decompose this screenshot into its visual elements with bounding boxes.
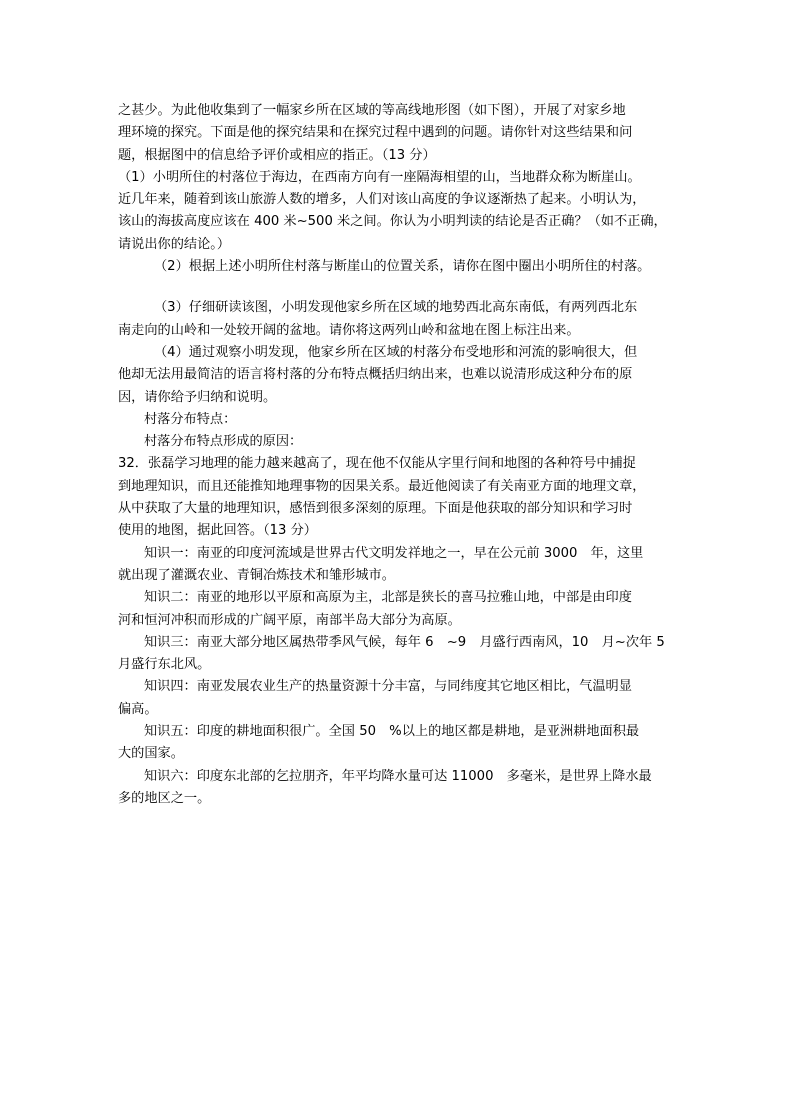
text-line: 多的地区之一。 [118, 790, 211, 806]
text-line: 题，根据图中的信息给予评价或相应的指正。（13 分） [118, 147, 436, 163]
question-3: （3）仔细研读该图，小明发现他家乡所在区域的地势西北高东南低，有两列西北东 [154, 300, 638, 316]
knowledge-4: 知识四：南亚发展农业生产的热量资源十分丰富，与同纬度其它地区相比，气温明显 [144, 679, 632, 695]
question-4: （4）通过观察小明发现，他家乡所在区域的村落分布受地形和河流的影响很大，但 [154, 344, 638, 360]
text-line: 因，请你给予归纳和说明。 [118, 389, 277, 405]
text-line: 到地理知识，而且还能推知地理事物的因果关系。最近他阅读了有关南亚方面的地理文章， [118, 478, 646, 494]
text-line: 大的国家。 [118, 746, 184, 762]
knowledge-5: 知识五：印度的耕地面积很广。全国 50 %以上的地区都是耕地，是亚洲耕地面积最 [144, 724, 640, 740]
text-line: 近几年来，随着到该山旅游人数的增多，人们对该山高度的争议逐渐热了起来。小明认为， [118, 192, 646, 208]
question-32: 32．张磊学习地理的能力越来越高了，现在他不仅能从字里行间和地图的各种符号中捕捉 [118, 456, 636, 472]
knowledge-2: 知识二：南亚的地形以平原和高原为主，北部是狭长的喜马拉雅山地，中部是由印度 [144, 590, 632, 606]
question-2: （2）根据上述小明所住村落与断崖山的位置关系，请你在图中圈出小明所住的村落。 [154, 259, 651, 275]
text-line: 南走向的山岭和一处较开阔的盆地。请你将这两列山岭和盆地在图上标注出来。 [118, 322, 580, 338]
text-line: 请说出你的结论。） [118, 236, 231, 252]
text-line: 使用的地图，据此回答。（13 分） [118, 523, 317, 539]
document-body [118, 100, 688, 810]
knowledge-3: 知识三：南亚大部分地区属热带季风气候，每年 6 ~9 月盛行西南风，10 月~次年 5 [144, 634, 665, 650]
answer-label-distribution: 村落分布特点： [144, 411, 237, 427]
text-line: 之甚少。为此他收集到了一幅家乡所在区域的等高线地形图（如下图），开展了对家乡地 [118, 103, 626, 118]
text-line: 河和恒河冲积而形成的广阔平原，南部半岛大部分为高原。 [118, 612, 461, 628]
knowledge-1: 知识一：南亚的印度河流域是世界古代文明发祥地之一，早在公元前 3000 年，这里 [144, 545, 644, 561]
text-line: 偏高。 [118, 701, 158, 717]
text-line: 理环境的探究。下面是他的探究结果和在探究过程中遇到的问题。请你针对这些结果和问 [118, 125, 633, 141]
text-line: 月盛行东北风。 [118, 657, 211, 673]
question-1: （1）小明所住的村落位于海边，在西南方向有一座隔海相望的山，当地群众称为断崖山。 [118, 169, 641, 185]
knowledge-6: 知识六：印度东北部的乞拉朋齐，年平均降水量可达 11000 多毫米，是世界上降水最 [144, 768, 652, 784]
text-line: 从中获取了大量的地理知识，感悟到很多深刻的原理。下面是他获取的部分知识和学习时 [118, 501, 633, 517]
spacer [118, 278, 688, 297]
text-line: 该山的海拔高度应该在 400 米~500 米之间。你认为小明判读的结论是否正确？（如不正确， [118, 214, 667, 230]
text-line: 他却无法用最简洁的语言将村落的分布特点概括归纳出来，也难以说清形成这种分布的原 [118, 367, 633, 383]
answer-label-reason: 村落分布特点形成的原因： [144, 434, 303, 450]
text-line: 就出现了灌溉农业、青铜冶炼技术和雏形城市。 [118, 567, 395, 583]
